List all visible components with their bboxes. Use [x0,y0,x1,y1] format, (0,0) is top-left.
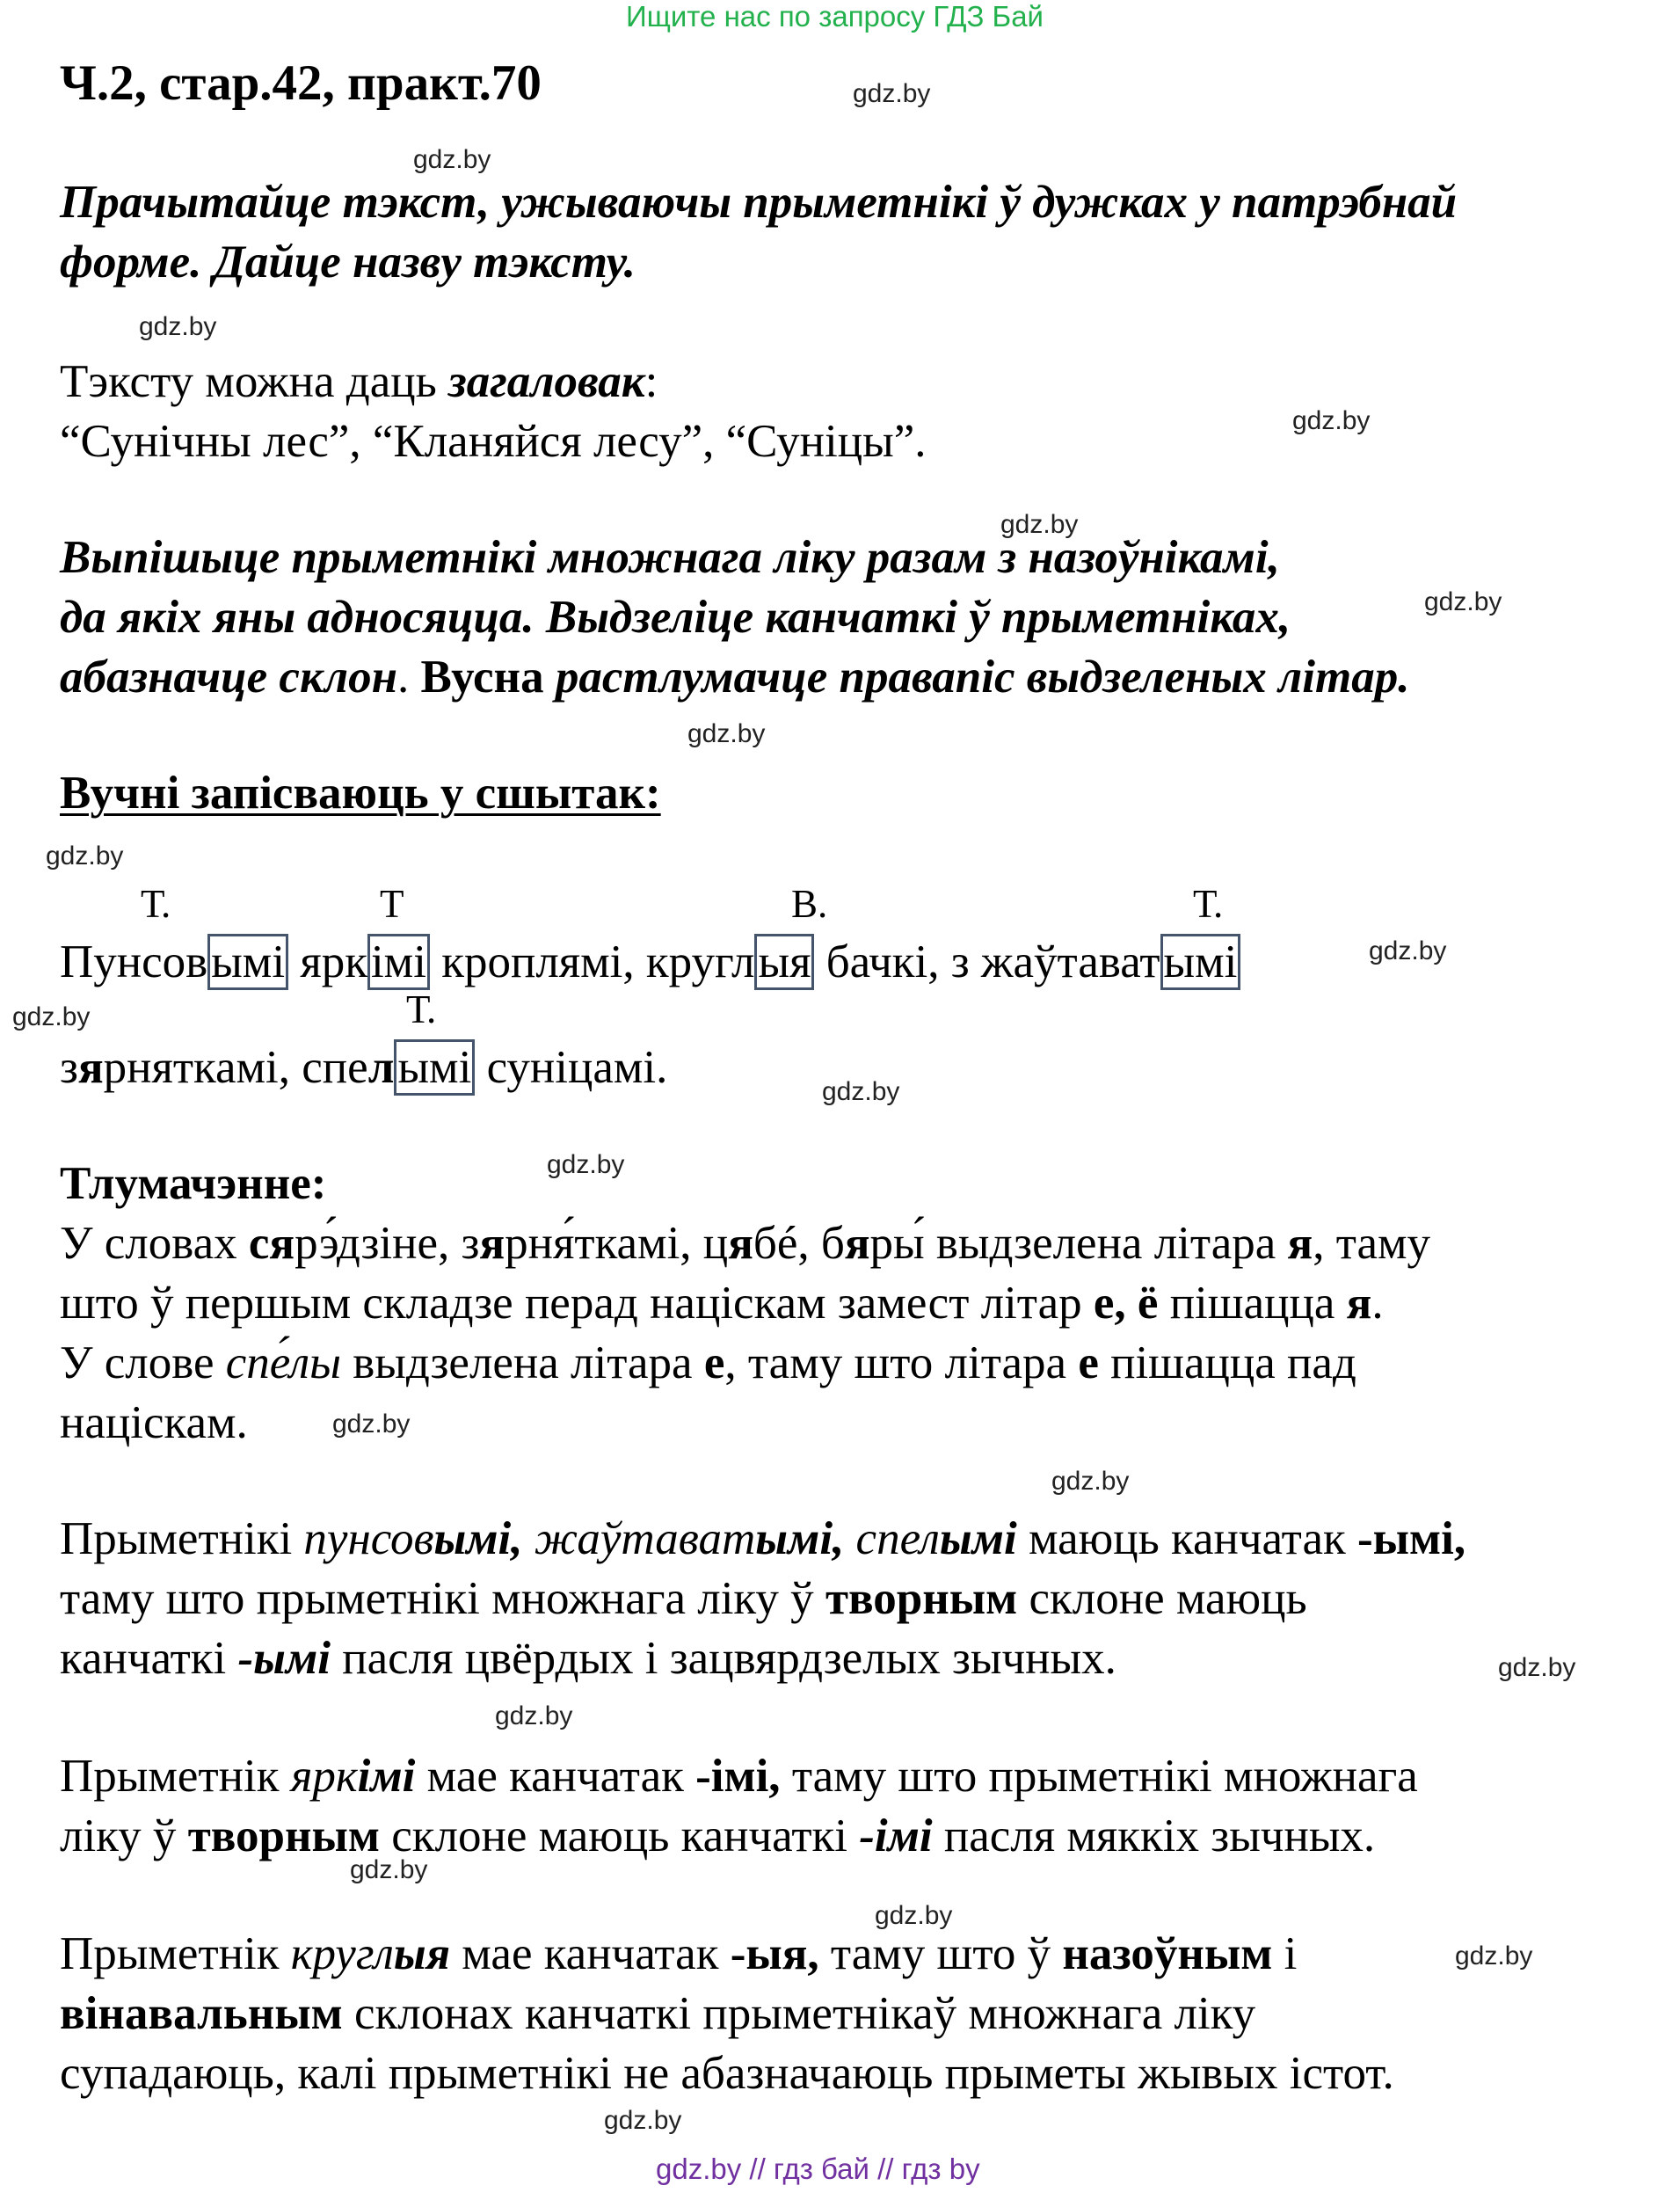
example-line2: зярняткамі, спелымі суніцамі. [60,1038,667,1097]
footer-links[interactable]: gdz.by // гдз бай // гдз by [656,2153,980,2185]
answer1-line2: “Сунічны лес”, “Кланяйся лесу”, “Суніцы”. [60,416,927,467]
notebook-heading: Вучні запісваюць у сшытак: [60,768,661,819]
watermark: gdz.by [604,2106,682,2135]
watermark: gdz.by [46,841,124,871]
example-line1: Пунсовымі яркімі кроплямі, круглыя бачкі, з жаўтаватымі [60,932,1240,992]
watermark: gdz.by [1498,1653,1576,1682]
ending-box: імі [367,934,430,990]
watermark: gdz.by [687,719,766,748]
task1-line1: Прачытайце тэкст, ужываючы прыметнікі ў дужках у патрэбнай [60,177,1458,228]
watermark: gdz.by [139,312,217,341]
explanation-p1-line1: У словах сярэ́дзіне, зярня́ткамі, цябé, бяры́ выдзелена літара я, таму [60,1218,1431,1269]
watermark: gdz.by [495,1701,573,1730]
case-mark: Т. [1193,882,1224,926]
explanation-p4-line3: супадаюць, калі прыметнікі не абазначаюць прыметы жывых істот. [60,2048,1394,2099]
explanation-p4-line1: Прыметнік круглыя мае канчатак -ыя, таму што ў назоўным і [60,1928,1298,1979]
watermark: gdz.by [547,1150,625,1179]
explanation-p3-line1: Прыметнік яркімі мае канчатак -імі, таму што прыметнікі множнага [60,1751,1418,1802]
watermark: gdz.by [1424,587,1502,616]
task2-line1: Выпішыце прыметнікі множнага ліку разам з назоўнікамі, [60,532,1280,583]
watermark: gdz.by [853,79,931,108]
case-mark: Т [380,882,404,926]
explanation-heading: Тлумачэнне: [60,1158,327,1209]
explanation-p1-line4: націскам. [60,1397,248,1448]
task2-line2: да якіх яны адносяцца. Выдзеліце канчаткі ў прыметніках, [60,592,1291,643]
case-mark: Т. [141,882,171,926]
watermark: gdz.by [1292,406,1371,435]
explanation-p1-line3: У слове спе́лы выдзелена літара е, таму што літара е пішацца пад [60,1337,1356,1388]
explanation-p2-line2: таму што прыметнікі множнага ліку ў творным склоне маюць [60,1573,1307,1624]
watermark: gdz.by [12,1002,91,1031]
ending-box: ымі [207,934,288,990]
watermark: gdz.by [1000,510,1079,539]
watermark: gdz.by [875,1901,953,1930]
watermark: gdz.by [332,1410,411,1439]
answer1-line1: Тэксту можна даць загаловак: [60,356,658,407]
watermark: gdz.by [1455,1941,1533,1971]
ending-box: ымі [1160,934,1241,990]
explanation-p2-line3: канчаткі -ымі пасля цвёрдых і зацвярдзелых зычных. [60,1633,1116,1684]
watermark: gdz.by [1369,936,1447,965]
top-search-link[interactable]: Ищите нас по запросу ГДЗ Бай [626,0,1044,33]
case-mark: В. [791,882,828,926]
task2-line3: абазначце склон. Вусна растлумачце правапіс выдзеленых літар. [60,652,1410,703]
watermark: gdz.by [822,1077,900,1106]
page-title: Ч.2, стар.42, практ.70 [60,55,542,111]
ending-box: ыя [754,934,814,990]
explanation-p3-line2: ліку ў творным склоне маюць канчаткі -імі пасля мяккіх зычных. [60,1810,1376,1861]
explanation-p1-line2: што ў першым складзе перад націскам замест літар е, ё пішацца я. [60,1278,1384,1329]
explanation-p2-line1: Прыметнікі пунсовымі, жаўтаватымі, спелымі маюць канчатак -ымі, [60,1513,1466,1564]
watermark: gdz.by [1051,1467,1130,1496]
task1-line2: форме. Дайце назву тэксту. [60,237,636,288]
explanation-p4-line2: вінавальным склонах канчаткі прыметнікаў множнага ліку [60,1988,1256,2039]
watermark: gdz.by [413,145,491,174]
ending-box: ымі [394,1039,475,1096]
watermark: gdz.by [350,1855,428,1884]
case-mark: Т. [406,987,437,1031]
